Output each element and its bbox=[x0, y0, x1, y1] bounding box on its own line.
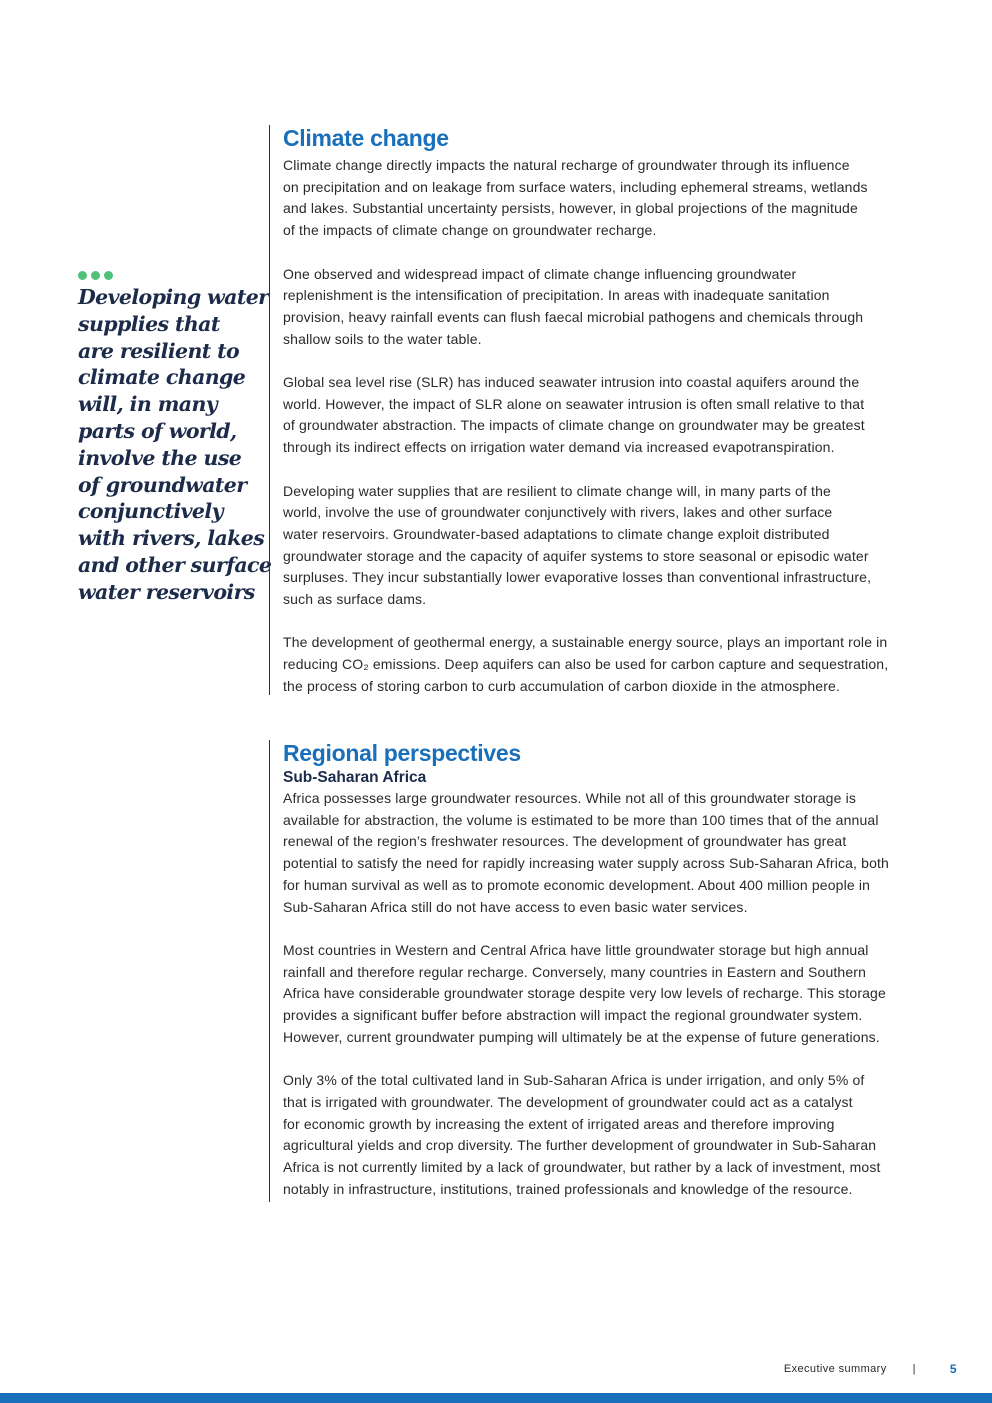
dot-icon bbox=[91, 271, 100, 280]
pull-quote bbox=[78, 271, 272, 606]
text-line: through its indirect effects on irrigation water demand via increased evapotranspiration. bbox=[283, 439, 835, 456]
text-line: provision, heavy rainfall events can flush faecal microbial pathogens and chemicals through bbox=[283, 308, 864, 325]
quote-line: and other surface bbox=[78, 552, 272, 577]
text-line: rainfall and therefore regular recharge. Conversely, many countries in Eastern and Southern bbox=[283, 963, 867, 980]
text-line: Sub-Saharan Africa still do not have access to even basic water services. bbox=[283, 898, 748, 915]
text-line: world, involve the use of groundwater conjunctively with rivers, lakes and other surface bbox=[283, 504, 833, 521]
text-line: Global sea level rise (SLR) has induced seawater intrusion into coastal aquifers around the bbox=[283, 374, 860, 390]
text-line: groundwater storage and the capacity of aquifer systems to store seasonal or episodic water bbox=[283, 547, 869, 564]
text-line: notably in infrastructure, institutions, trained professionals and knowledge of the resource. bbox=[283, 1180, 853, 1197]
page-footer bbox=[784, 1362, 957, 1376]
quote-line: Developing water bbox=[78, 285, 269, 309]
text-line: for human survival as well as to promote economic development. About 400 million people in bbox=[283, 876, 871, 893]
text-line: Africa is not currently limited by a lack of groundwater, but rather by a lack of investment, most bbox=[283, 1158, 881, 1175]
quote-line: with rivers, lakes bbox=[78, 526, 265, 551]
section-title: Climate change bbox=[283, 125, 449, 151]
text-line: agricultural yields and crop diversity. The further development of groundwater in Sub-Saharan bbox=[283, 1137, 877, 1154]
text-line: potential to satisfy the need for rapidly increasing water supply across Sub-Saharan Africa, both bbox=[283, 855, 889, 872]
text-line: of the impacts of climate change on groundwater recharge. bbox=[283, 222, 657, 239]
text-line: and lakes. Substantial uncertainty persists, however, in global projections of the magnitude bbox=[283, 200, 858, 217]
page-number: 5 bbox=[949, 1362, 957, 1376]
text-line: such as surface dams. bbox=[283, 591, 427, 608]
text-line: Only 3% of the total cultivated land in Sub-Saharan Africa is under irrigation, and only 5% of bbox=[283, 1072, 865, 1089]
dots-decoration-icon bbox=[78, 271, 258, 280]
paragraph bbox=[283, 264, 923, 351]
paragraph bbox=[283, 372, 923, 459]
footer-section-label: Executive summary bbox=[783, 1363, 887, 1375]
text-line: Climate change directly impacts the natural recharge of groundwater through its influence bbox=[283, 157, 850, 173]
section-body bbox=[283, 788, 923, 1200]
footer-separator: | bbox=[912, 1363, 916, 1375]
text-line: of groundwater abstraction. The impacts of climate change on groundwater may be greatest bbox=[283, 417, 865, 434]
quote-line: conjunctively bbox=[78, 499, 223, 524]
text-line: available for abstraction, the volume is estimated to be more than 100 times that of the annual bbox=[283, 811, 879, 828]
section-body bbox=[283, 155, 923, 698]
quote-line: involve the use bbox=[78, 445, 242, 470]
text-line: reducing CO₂ emissions. Deep aquifers can also be used for carbon capture and sequestration, bbox=[283, 656, 889, 673]
paragraph bbox=[283, 481, 923, 611]
text-line: on precipitation and on leakage from surface waters, including ephemeral streams, wetlands bbox=[283, 178, 868, 195]
paragraph bbox=[283, 788, 923, 918]
footer-bar bbox=[0, 1393, 992, 1403]
pull-quote-text bbox=[78, 284, 272, 606]
text-line: surpluses. They incur substantially lower evaporative losses than conventional infrastructure, bbox=[283, 569, 872, 586]
dot-icon bbox=[78, 271, 87, 280]
quote-line: supplies that bbox=[78, 311, 220, 336]
quote-line: water reservoirs bbox=[78, 579, 255, 604]
paragraph bbox=[283, 940, 923, 1049]
climate-change-section bbox=[269, 125, 923, 695]
text-line: that is irrigated with groundwater. The development of groundwater could act as a catalyst bbox=[283, 1093, 853, 1110]
text-line: provides a significant buffer before abstraction will impact the regional groundwater system. bbox=[283, 1007, 863, 1024]
quote-line: parts of world, bbox=[78, 418, 237, 443]
regional-perspectives-section bbox=[269, 740, 923, 1202]
text-line: However, current groundwater pumping will ultimately be at the expense of future generations. bbox=[283, 1028, 880, 1045]
text-line: Developing water supplies that are resilient to climate change will, in many parts of the bbox=[283, 482, 831, 499]
paragraph bbox=[283, 632, 923, 697]
quote-line: are resilient to bbox=[78, 338, 240, 363]
text-line: world. However, the impact of SLR alone on seawater intrusion is often small relative to that bbox=[283, 395, 865, 412]
dot-icon bbox=[104, 271, 113, 280]
text-line: Africa have considerable groundwater storage despite very low levels of recharge. This storage bbox=[283, 985, 886, 1002]
quote-line: will, in many bbox=[78, 392, 218, 417]
text-line: renewal of the region’s freshwater resources. The development of groundwater has great bbox=[283, 833, 847, 850]
paragraph bbox=[283, 1070, 923, 1200]
text-line: the process of storing carbon to curb accumulation of carbon dioxide in the atmosphere. bbox=[283, 677, 841, 694]
text-line: replenishment is the intensification of precipitation. In areas with inadequate sanitation bbox=[283, 287, 830, 304]
subsection-title: Sub-Saharan Africa bbox=[283, 769, 427, 786]
paragraph bbox=[283, 155, 923, 242]
text-line: water reservoirs. Groundwater-based adaptations to climate change exploit distributed bbox=[283, 525, 830, 542]
text-line: shallow soils to the water table. bbox=[283, 330, 482, 347]
text-line: The development of geothermal energy, a sustainable energy source, plays an important role in bbox=[283, 634, 888, 651]
text-line: for economic growth by increasing the extent of irrigated areas and therefore improving bbox=[283, 1115, 835, 1132]
quote-line: of groundwater bbox=[78, 472, 247, 497]
quote-line: climate change bbox=[78, 365, 246, 390]
text-line: Africa possesses large groundwater resources. While not all of this groundwater storage is bbox=[283, 790, 856, 806]
section-title: Regional perspectives bbox=[283, 740, 521, 766]
text-line: One observed and widespread impact of climate change influencing groundwater bbox=[283, 265, 797, 282]
text-line: Most countries in Western and Central Africa have little groundwater storage but high annual bbox=[283, 941, 869, 958]
